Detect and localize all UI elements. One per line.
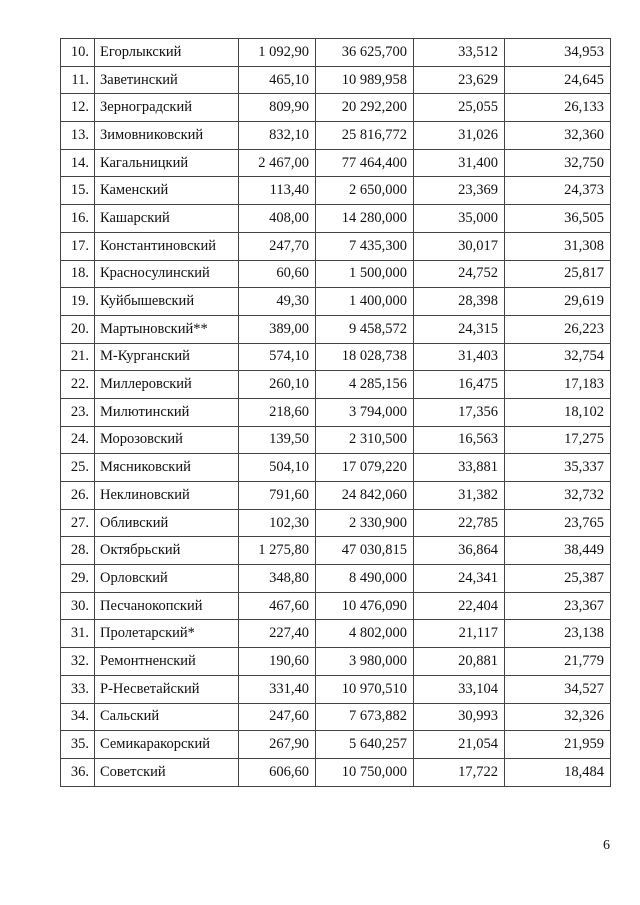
rate-cell: 33,104 <box>414 675 505 703</box>
table-row <box>61 232 611 260</box>
table-row <box>61 620 611 648</box>
amount-cell: 47 030,815 <box>316 537 414 565</box>
rate-cell: 17,722 <box>414 758 505 786</box>
row-number-cell: 20. <box>61 315 95 343</box>
rate-indexed-cell: 31,308 <box>505 232 611 260</box>
table-row <box>61 648 611 676</box>
amount-cell: 4 802,000 <box>316 620 414 648</box>
rate-cell: 25,055 <box>414 94 505 122</box>
table-row <box>61 454 611 482</box>
row-number-cell: 23. <box>61 398 95 426</box>
row-number-cell: 35. <box>61 731 95 759</box>
district-name-cell: Красносулинский <box>95 260 239 288</box>
amount-cell: 7 435,300 <box>316 232 414 260</box>
area-cell: 791,60 <box>239 482 316 510</box>
amount-cell: 8 490,000 <box>316 565 414 593</box>
rate-indexed-cell: 26,133 <box>505 94 611 122</box>
rate-cell: 21,117 <box>414 620 505 648</box>
area-cell: 348,80 <box>239 565 316 593</box>
district-name-cell: Мясниковский <box>95 454 239 482</box>
rate-cell: 35,000 <box>414 205 505 233</box>
rate-indexed-cell: 32,326 <box>505 703 611 731</box>
row-number-cell: 24. <box>61 426 95 454</box>
rate-indexed-cell: 23,138 <box>505 620 611 648</box>
district-name-cell: Заветинский <box>95 66 239 94</box>
district-name-cell: Советский <box>95 758 239 786</box>
district-name-cell: Миллеровский <box>95 371 239 399</box>
rate-indexed-cell: 17,275 <box>505 426 611 454</box>
area-cell: 408,00 <box>239 205 316 233</box>
district-name-cell: Кашарский <box>95 205 239 233</box>
rate-cell: 21,054 <box>414 731 505 759</box>
rate-indexed-cell: 38,449 <box>505 537 611 565</box>
rate-cell: 31,382 <box>414 482 505 510</box>
row-number-cell: 36. <box>61 758 95 786</box>
district-name-cell: Морозовский <box>95 426 239 454</box>
row-number-cell: 12. <box>61 94 95 122</box>
rate-cell: 30,993 <box>414 703 505 731</box>
area-cell: 1 275,80 <box>239 537 316 565</box>
district-name-cell: Куйбышевский <box>95 288 239 316</box>
amount-cell: 25 816,772 <box>316 122 414 150</box>
district-name-cell: Каменский <box>95 177 239 205</box>
table-row <box>61 315 611 343</box>
rate-indexed-cell: 25,817 <box>505 260 611 288</box>
rate-indexed-cell: 17,183 <box>505 371 611 399</box>
row-number-cell: 14. <box>61 149 95 177</box>
district-name-cell: Ремонтненский <box>95 648 239 676</box>
rate-cell: 24,341 <box>414 565 505 593</box>
table-row <box>61 675 611 703</box>
district-name-cell: Песчанокопский <box>95 592 239 620</box>
table-row <box>61 205 611 233</box>
amount-cell: 10 989,958 <box>316 66 414 94</box>
amount-cell: 2 310,500 <box>316 426 414 454</box>
row-number-cell: 32. <box>61 648 95 676</box>
area-cell: 227,40 <box>239 620 316 648</box>
district-name-cell: Орловский <box>95 565 239 593</box>
table-row <box>61 94 611 122</box>
table-row <box>61 426 611 454</box>
table-row <box>61 703 611 731</box>
rate-indexed-cell: 21,959 <box>505 731 611 759</box>
district-name-cell: М-Курганский <box>95 343 239 371</box>
row-number-cell: 18. <box>61 260 95 288</box>
district-name-cell: Обливский <box>95 509 239 537</box>
rate-indexed-cell: 25,387 <box>505 565 611 593</box>
row-number-cell: 21. <box>61 343 95 371</box>
row-number-cell: 10. <box>61 39 95 67</box>
amount-cell: 7 673,882 <box>316 703 414 731</box>
rate-cell: 28,398 <box>414 288 505 316</box>
rate-cell: 23,369 <box>414 177 505 205</box>
row-number-cell: 16. <box>61 205 95 233</box>
table-row <box>61 371 611 399</box>
area-cell: 267,90 <box>239 731 316 759</box>
rate-cell: 31,400 <box>414 149 505 177</box>
district-name-cell: Семикаракорский <box>95 731 239 759</box>
rate-cell: 22,785 <box>414 509 505 537</box>
rate-indexed-cell: 18,484 <box>505 758 611 786</box>
area-cell: 832,10 <box>239 122 316 150</box>
row-number-cell: 28. <box>61 537 95 565</box>
district-name-cell: Октябрьский <box>95 537 239 565</box>
district-name-cell: Кагальницкий <box>95 149 239 177</box>
district-name-cell: Сальский <box>95 703 239 731</box>
rate-indexed-cell: 35,337 <box>505 454 611 482</box>
area-cell: 139,50 <box>239 426 316 454</box>
area-cell: 389,00 <box>239 315 316 343</box>
row-number-cell: 15. <box>61 177 95 205</box>
table-row <box>61 177 611 205</box>
area-cell: 606,60 <box>239 758 316 786</box>
rate-cell: 16,475 <box>414 371 505 399</box>
rate-cell: 33,881 <box>414 454 505 482</box>
area-cell: 247,60 <box>239 703 316 731</box>
rate-cell: 23,629 <box>414 66 505 94</box>
table-row <box>61 731 611 759</box>
amount-cell: 4 285,156 <box>316 371 414 399</box>
amount-cell: 3 794,000 <box>316 398 414 426</box>
rate-cell: 17,356 <box>414 398 505 426</box>
district-table <box>60 38 611 787</box>
area-cell: 102,30 <box>239 509 316 537</box>
amount-cell: 9 458,572 <box>316 315 414 343</box>
amount-cell: 1 500,000 <box>316 260 414 288</box>
rate-cell: 33,512 <box>414 39 505 67</box>
amount-cell: 77 464,400 <box>316 149 414 177</box>
row-number-cell: 27. <box>61 509 95 537</box>
area-cell: 331,40 <box>239 675 316 703</box>
rate-indexed-cell: 29,619 <box>505 288 611 316</box>
amount-cell: 10 750,000 <box>316 758 414 786</box>
rate-indexed-cell: 32,360 <box>505 122 611 150</box>
row-number-cell: 33. <box>61 675 95 703</box>
district-name-cell: Пролетарский* <box>95 620 239 648</box>
rate-cell: 31,403 <box>414 343 505 371</box>
area-cell: 574,10 <box>239 343 316 371</box>
amount-cell: 14 280,000 <box>316 205 414 233</box>
amount-cell: 10 970,510 <box>316 675 414 703</box>
area-cell: 60,60 <box>239 260 316 288</box>
amount-cell: 18 028,738 <box>316 343 414 371</box>
rate-indexed-cell: 32,732 <box>505 482 611 510</box>
amount-cell: 20 292,200 <box>316 94 414 122</box>
rate-cell: 31,026 <box>414 122 505 150</box>
table-row <box>61 66 611 94</box>
row-number-cell: 31. <box>61 620 95 648</box>
rate-cell: 30,017 <box>414 232 505 260</box>
area-cell: 504,10 <box>239 454 316 482</box>
rate-indexed-cell: 23,765 <box>505 509 611 537</box>
district-name-cell: Р-Несветайский <box>95 675 239 703</box>
rate-indexed-cell: 32,754 <box>505 343 611 371</box>
rate-indexed-cell: 36,505 <box>505 205 611 233</box>
amount-cell: 24 842,060 <box>316 482 414 510</box>
amount-cell: 5 640,257 <box>316 731 414 759</box>
table-row <box>61 758 611 786</box>
table-row <box>61 260 611 288</box>
table-row <box>61 149 611 177</box>
rate-indexed-cell: 24,645 <box>505 66 611 94</box>
table-row <box>61 343 611 371</box>
area-cell: 113,40 <box>239 177 316 205</box>
area-cell: 809,90 <box>239 94 316 122</box>
row-number-cell: 22. <box>61 371 95 399</box>
district-name-cell: Константиновский <box>95 232 239 260</box>
table-row <box>61 482 611 510</box>
table-row <box>61 565 611 593</box>
rate-cell: 20,881 <box>414 648 505 676</box>
rate-cell: 36,864 <box>414 537 505 565</box>
table-row <box>61 122 611 150</box>
area-cell: 190,60 <box>239 648 316 676</box>
rate-indexed-cell: 23,367 <box>505 592 611 620</box>
table-row <box>61 39 611 67</box>
district-name-cell: Милютинский <box>95 398 239 426</box>
amount-cell: 10 476,090 <box>316 592 414 620</box>
area-cell: 260,10 <box>239 371 316 399</box>
table-row <box>61 537 611 565</box>
district-name-cell: Неклиновский <box>95 482 239 510</box>
amount-cell: 3 980,000 <box>316 648 414 676</box>
rate-indexed-cell: 26,223 <box>505 315 611 343</box>
amount-cell: 17 079,220 <box>316 454 414 482</box>
area-cell: 218,60 <box>239 398 316 426</box>
rate-indexed-cell: 32,750 <box>505 149 611 177</box>
amount-cell: 1 400,000 <box>316 288 414 316</box>
row-number-cell: 17. <box>61 232 95 260</box>
amount-cell: 2 330,900 <box>316 509 414 537</box>
table-row <box>61 288 611 316</box>
area-cell: 467,60 <box>239 592 316 620</box>
district-name-cell: Егорлыкский <box>95 39 239 67</box>
rate-indexed-cell: 34,527 <box>505 675 611 703</box>
table-row <box>61 398 611 426</box>
row-number-cell: 11. <box>61 66 95 94</box>
table-row <box>61 509 611 537</box>
row-number-cell: 30. <box>61 592 95 620</box>
rate-indexed-cell: 34,953 <box>505 39 611 67</box>
district-name-cell: Зерноградский <box>95 94 239 122</box>
rate-indexed-cell: 24,373 <box>505 177 611 205</box>
area-cell: 465,10 <box>239 66 316 94</box>
row-number-cell: 34. <box>61 703 95 731</box>
rate-indexed-cell: 21,779 <box>505 648 611 676</box>
rate-cell: 22,404 <box>414 592 505 620</box>
amount-cell: 36 625,700 <box>316 39 414 67</box>
area-cell: 1 092,90 <box>239 39 316 67</box>
area-cell: 49,30 <box>239 288 316 316</box>
row-number-cell: 13. <box>61 122 95 150</box>
rate-cell: 24,315 <box>414 315 505 343</box>
row-number-cell: 26. <box>61 482 95 510</box>
page-number: 6 <box>603 838 610 853</box>
row-number-cell: 29. <box>61 565 95 593</box>
rate-cell: 16,563 <box>414 426 505 454</box>
amount-cell: 2 650,000 <box>316 177 414 205</box>
rate-indexed-cell: 18,102 <box>505 398 611 426</box>
rate-cell: 24,752 <box>414 260 505 288</box>
district-name-cell: Мартыновский** <box>95 315 239 343</box>
district-name-cell: Зимовниковский <box>95 122 239 150</box>
row-number-cell: 25. <box>61 454 95 482</box>
table-body <box>61 39 611 787</box>
table-row <box>61 592 611 620</box>
area-cell: 247,70 <box>239 232 316 260</box>
row-number-cell: 19. <box>61 288 95 316</box>
area-cell: 2 467,00 <box>239 149 316 177</box>
